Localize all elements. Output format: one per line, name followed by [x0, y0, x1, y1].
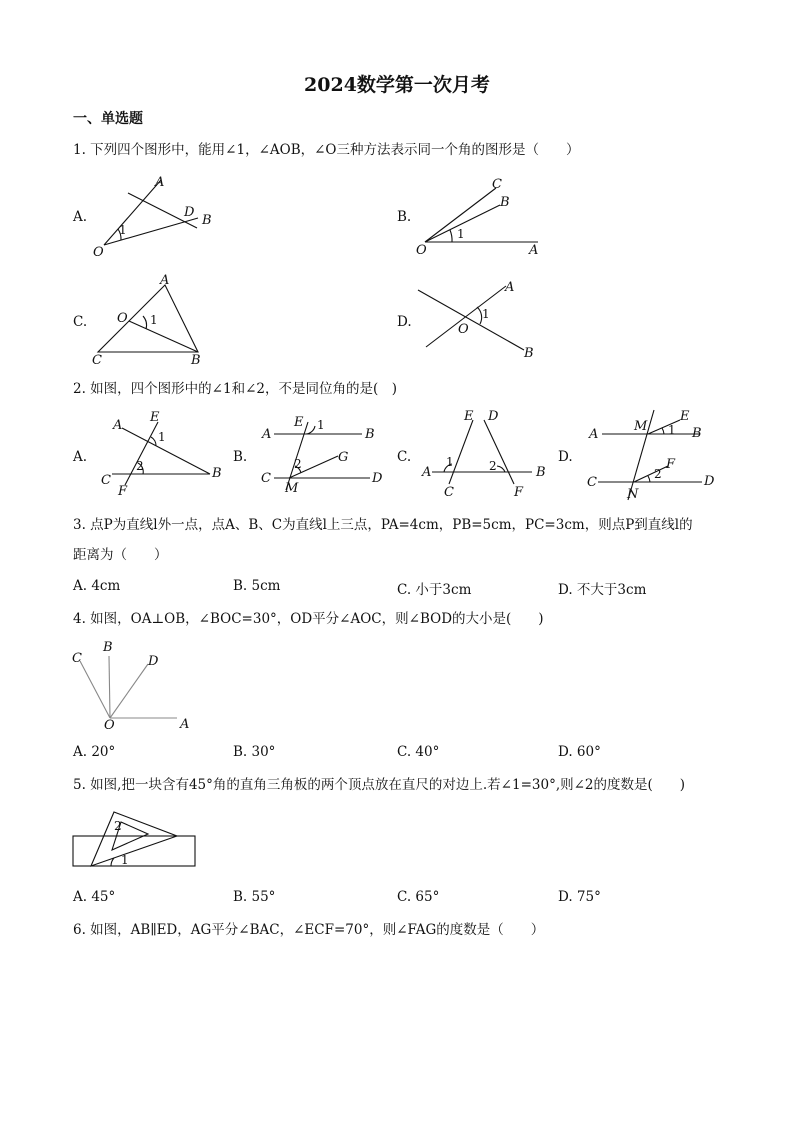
q5-option-b: B. 55° — [233, 889, 276, 905]
q2d-label-b: B — [692, 426, 702, 441]
q2b-label-b: B — [365, 427, 375, 442]
q2-option-d-label: D. — [558, 449, 573, 465]
q2d-label-a: A — [589, 427, 599, 442]
q1a-angle-1: 1 — [119, 223, 127, 237]
q2b-label-c: C — [261, 471, 271, 486]
page-title: 2024数学第一次月考 — [304, 74, 490, 96]
q4-option-d: D. 60° — [558, 744, 601, 760]
q2c-label-f: F — [514, 485, 524, 500]
q2a-angle-1: 1 — [158, 430, 166, 444]
q2c-label-c: C — [444, 485, 454, 500]
q2d-label-m: M — [634, 419, 648, 434]
q2d-label-n: N — [627, 487, 639, 502]
q2a-label-b: B — [212, 466, 222, 481]
q2b-angle-1: 1 — [317, 418, 325, 432]
q5-angle-2: 2 — [114, 819, 122, 833]
question-1-stem: 1. 下列四个图形中，能用∠1，∠AOB，∠O三种方法表示同一个角的图形是（ ） — [73, 142, 580, 158]
q2d-angle-1: 1 — [668, 423, 676, 437]
q2d-label-d: D — [704, 474, 715, 489]
q4-option-b: B. 30° — [233, 744, 276, 760]
q5-option-d: D. 75° — [558, 889, 601, 905]
q2d-label-f: F — [666, 457, 676, 472]
q2d-label-c: C — [587, 475, 597, 490]
q1a-label-a: A — [155, 175, 165, 190]
q1d-label-o: O — [458, 322, 469, 337]
question-5-stem: 5. 如图,把一块含有45°角的直角三角板的两个顶点放在直尺的对边上.若∠1=30°,则∠2的度数是( ) — [73, 777, 686, 793]
q1b-angle-1: 1 — [457, 227, 465, 241]
q4-label-c: C — [72, 651, 82, 666]
q4-label-b: B — [103, 640, 113, 655]
q5-angle-1: 1 — [121, 853, 129, 867]
q1a-label-b: B — [202, 213, 212, 228]
q1c-label-o: O — [117, 311, 128, 326]
q1d-angle-1: 1 — [482, 307, 490, 321]
q1b-label-o: O — [416, 243, 427, 258]
q5-option-a: A. 45° — [73, 889, 116, 905]
q3-option-d: D. 不大于3cm — [558, 582, 647, 598]
q2a-label-c: C — [101, 473, 111, 488]
q1d-label-b: B — [524, 346, 534, 361]
q2a-angle-2: 2 — [136, 459, 144, 473]
q1b-label-a: A — [529, 243, 539, 258]
q2a-label-e: E — [150, 410, 160, 425]
q1c-label-b: B — [191, 353, 201, 368]
q1-option-a-label: A. — [73, 209, 88, 225]
question-3-line-1: 3. 点P为直线l外一点，点A、B、C为直线l上三点，PA=4cm，PB=5cm，PC=3cm，则点P到直线l的 — [73, 517, 693, 533]
q3-option-b: B. 5cm — [233, 578, 281, 594]
q4-option-a: A. 20° — [73, 744, 116, 760]
q1d-label-a: A — [505, 280, 515, 295]
q1b-label-b: B — [500, 195, 510, 210]
q1c-label-c: C — [92, 353, 102, 368]
q2-option-c-label: C. — [397, 449, 412, 465]
question-3-line-2: 距离为（ ） — [73, 547, 168, 563]
q3-option-c: C. 小于3cm — [397, 582, 472, 598]
question-2-stem: 2. 如图，四个图形中的∠1和∠2，不是同位角的是( ) — [73, 381, 398, 397]
q2b-label-d: D — [372, 471, 383, 486]
section-heading: 一、单选题 — [73, 111, 143, 127]
question-4-stem: 4. 如图，OA⊥OB，∠BOC=30°，OD平分∠AOC，则∠BOD的大小是( ) — [73, 611, 544, 627]
q2c-label-b: B — [536, 465, 546, 480]
q2a-label-a: A — [113, 418, 123, 433]
q2b-angle-2: 2 — [294, 457, 302, 471]
q2c-label-e: E — [464, 409, 474, 424]
question-6-stem: 6. 如图，AB∥ED，AG平分∠BAC，∠ECF=70°，则∠FAG的度数是（ ） — [73, 922, 545, 938]
q2b-label-a: A — [262, 427, 272, 442]
q1-option-d-label: D. — [397, 314, 412, 330]
q1c-angle-1: 1 — [150, 313, 158, 327]
q1a-label-d: D — [184, 205, 195, 220]
q1-option-b-label: B. — [397, 209, 412, 225]
q1a-label-o: O — [93, 245, 104, 260]
q2-option-b-label: B. — [233, 449, 248, 465]
q2b-label-e: E — [294, 415, 304, 430]
q2b-label-m: M — [285, 481, 299, 496]
q1c-label-a: A — [160, 273, 170, 288]
q2c-angle-2: 2 — [489, 459, 497, 473]
q2d-label-e: E — [680, 409, 690, 424]
q3-option-a: A. 4cm — [73, 578, 121, 594]
q2c-angle-1: 1 — [446, 455, 454, 469]
q5-option-c: C. 65° — [397, 889, 440, 905]
q4-label-o: O — [104, 718, 115, 733]
q4-option-c: C. 40° — [397, 744, 440, 760]
q1-option-c-label: C. — [73, 314, 88, 330]
q2b-label-g: G — [338, 450, 349, 465]
q4-label-d: D — [148, 654, 159, 669]
q2a-label-f: F — [118, 484, 128, 499]
q2d-angle-2: 2 — [654, 467, 662, 481]
q4-label-a: A — [180, 717, 190, 732]
q2c-label-d: D — [488, 409, 499, 424]
q1b-label-c: C — [492, 177, 502, 192]
q2c-label-a: A — [422, 465, 432, 480]
q2-option-a-label: A. — [73, 449, 88, 465]
